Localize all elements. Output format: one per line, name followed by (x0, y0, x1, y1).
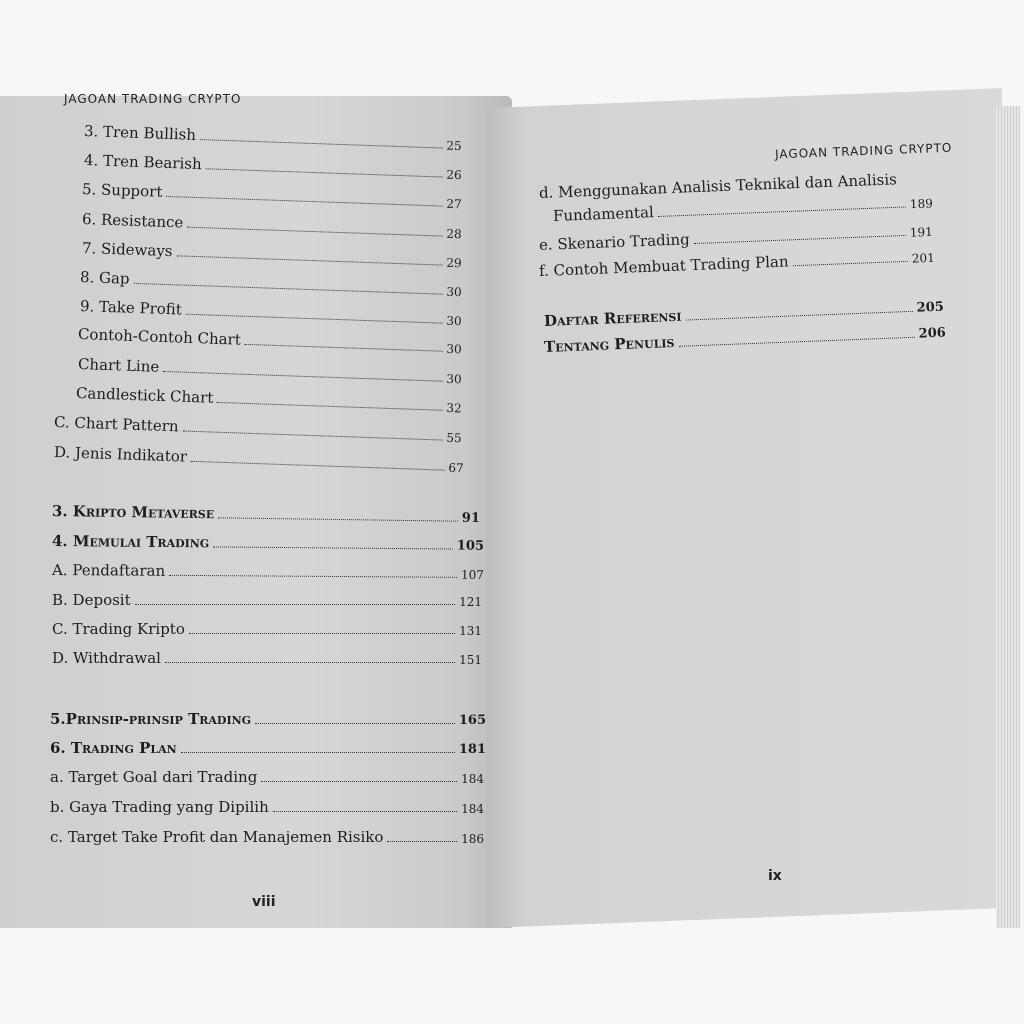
toc-page: 184 (461, 772, 484, 786)
toc-label: 8. Gap (79, 268, 130, 288)
toc-label: 6. Resistance (81, 210, 184, 232)
toc-entry (50, 828, 484, 846)
toc-label: A. Pendaftaran (51, 561, 166, 580)
toc-label: f. Contoh Membuat Trading Plan (538, 252, 789, 280)
toc-entry (52, 591, 482, 609)
toc-page: 67 (448, 460, 464, 476)
toc-page: 165 (458, 713, 486, 728)
toc-label: D. Withdrawal (52, 649, 161, 667)
toc-label: 9. Take Profit (79, 297, 183, 319)
toc-chapter (50, 710, 486, 728)
toc-page: 131 (459, 624, 482, 638)
toc-label: c. Target Take Profit dan Manajemen Risiko (50, 828, 384, 846)
toc-page: 28 (446, 226, 462, 242)
toc-label: 5. Support (81, 180, 163, 201)
toc-label: 4. Tren Bearish (83, 151, 202, 174)
toc-page: 91 (461, 510, 481, 526)
toc-entry (52, 620, 482, 638)
page-edges (996, 106, 1020, 928)
toc-entry (50, 798, 484, 816)
toc-label: 4. Memulai Trading (51, 532, 210, 552)
toc-page: 32 (446, 400, 462, 416)
toc-chapter (50, 739, 486, 757)
toc-page: 27 (446, 196, 462, 212)
toc-chapter (52, 532, 484, 554)
toc-label: B. Deposit (52, 591, 131, 609)
toc-page: 184 (461, 802, 484, 816)
toc-label: 3. Kripto Metaverse (51, 502, 215, 523)
right-running-header: JAGOAN TRADING CRYPTO (774, 140, 953, 162)
toc-entry (52, 649, 482, 667)
toc-label: Daftar Referensi (543, 306, 682, 330)
toc-label: a. Target Goal dari Trading (50, 768, 258, 786)
toc-page: 30 (446, 313, 462, 329)
toc-label: 6. Trading Plan (50, 739, 177, 757)
toc-label: Tentang Penulis (543, 332, 675, 356)
toc-page: 107 (461, 567, 485, 583)
toc-page: 151 (459, 653, 482, 667)
toc-label: C. Chart Pattern (53, 413, 179, 436)
toc-page: 206 (918, 325, 947, 342)
toc-label: 3. Tren Bullish (83, 122, 197, 144)
toc-label: b. Gaya Trading yang Dipilih (50, 798, 269, 816)
left-page-number: viii (252, 894, 276, 910)
toc-page: 30 (446, 371, 462, 387)
toc-page: 29 (446, 255, 462, 271)
toc-label: Candlestick Chart (75, 384, 214, 407)
toc-page: 186 (461, 832, 484, 846)
toc-page: 201 (911, 250, 936, 266)
toc-label: 7. Sideways (81, 239, 173, 261)
toc-entry-line1: d. Menggunakan Analisis Teknikal dan Analisis (538, 170, 898, 202)
toc-page: 25 (446, 138, 462, 154)
toc-label: 5.Prinsip-prinsip Trading (50, 710, 252, 728)
toc-page: 181 (458, 742, 486, 757)
toc-label: Contoh-Contoh Chart (77, 325, 242, 349)
toc-label: D. Jenis Indikator (53, 443, 188, 466)
toc-entry (52, 561, 484, 582)
toc-page: 30 (446, 341, 462, 357)
toc-label: Chart Line (77, 355, 160, 376)
toc-label: C. Trading Kripto (52, 620, 185, 638)
right-page-number: ix (768, 868, 782, 884)
toc-page: 105 (456, 538, 485, 554)
toc-page: 55 (446, 430, 462, 446)
toc-page: 30 (446, 284, 462, 300)
toc-entry (50, 768, 484, 786)
toc-page: 121 (459, 595, 482, 609)
toc-page: 191 (909, 224, 934, 240)
toc-label: e. Skenario Trading (538, 230, 691, 254)
toc-page: 26 (446, 167, 462, 183)
left-running-header: JAGOAN TRADING CRYPTO (64, 92, 242, 106)
toc-label: Fundamental (552, 203, 655, 225)
toc-page: 205 (916, 299, 945, 316)
toc-page: 189 (909, 196, 934, 212)
